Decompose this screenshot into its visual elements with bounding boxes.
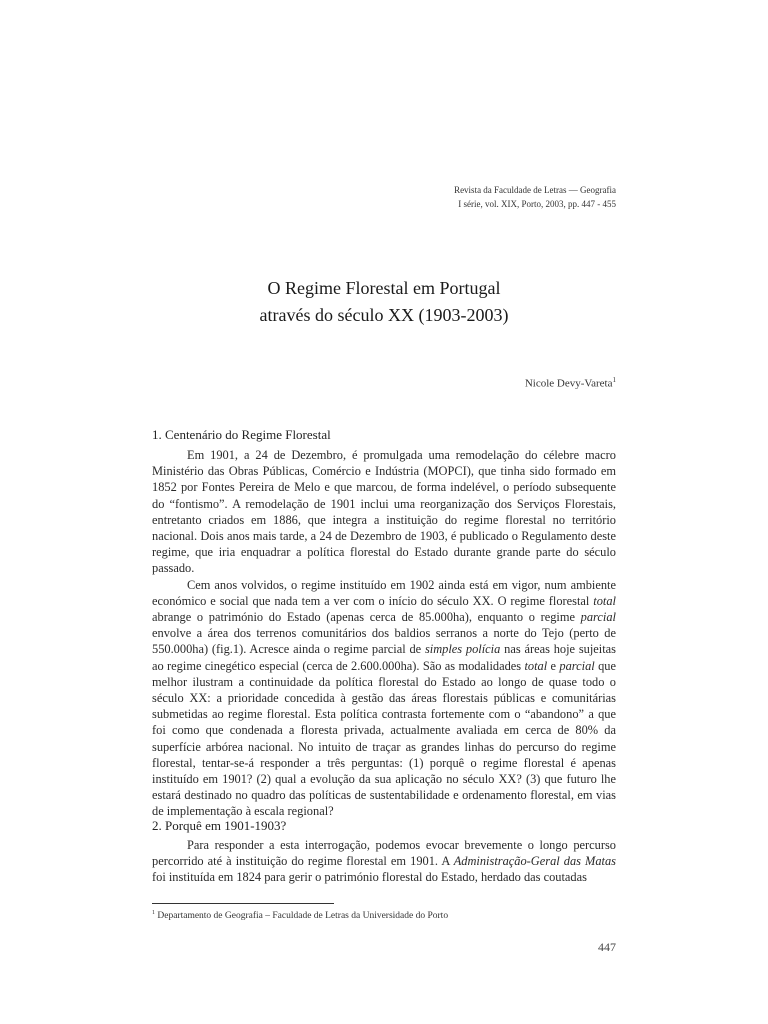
footnote <box>152 910 448 921</box>
article-title-line-1: O Regime Florestal em Portugal <box>267 278 501 298</box>
section-2-heading: 2. Porquê em 1901-1903? <box>152 818 287 833</box>
footnote-text: Departamento de Geografia – Faculdade de Letras da Universidade do Porto <box>157 911 449 922</box>
journal-header-line-2: I série, vol. XIX, Porto, 2003, pp. 447 - 455 <box>458 199 616 209</box>
section-1-paragraph-2: Cem anos volvidos, o regime instituído em 1902 ainda está em vigor, num ambiente económico e social que nada tem a ver com o início do século XX. O regime florestal total abrange o património do Estado (apenas cerca de 85.000ha), enquanto o regime parcial envolve a área dos terrenos comunitários dos baldios serranos a norte do Tejo (perto de 550.000ha) (fig.1). Acresce ainda o regime parcial de simples polícia nas áreas hoje sujeitas ao regime cinegético especial (cerca de 2.600.000ha). São as modalidades total e parcial que melhor ilustram a continuidade da política florestal do Estado ao longo de quase todo o século XX: a prioridade concedida à gestão das áreas florestais públicas e comunitárias submetidas ao regime florestal. Esta política contrasta fortemente com o “abandono” a que foi como que condenada a floresta privada, actualmente avaliada em cerca de 80% da superfície arbórea nacional. No intuito de traçar as grandes linhas do percurso do regime florestal, tentar-se-á responder a três perguntas: (1) porquê o regime florestal é apenas instituído em 1901? (2) qual a evolução da sua aplicação no século XX? (3) que futuro lhe estará destinado no quadro das políticas de sustentabilidade e ordenamento florestal, em vias de implementação à escala regional? <box>152 577 616 819</box>
journal-header <box>454 183 616 211</box>
section-2-body <box>152 837 616 886</box>
section-1-body <box>152 447 616 820</box>
article-title-line-2: através do século XX (1903-2003) <box>259 305 509 325</box>
footnote-mark: 1 <box>152 910 155 916</box>
author-name: Nicole Devy-Vareta <box>524 377 613 390</box>
section-1-paragraph-1: Em 1901, a 24 de Dezembro, é promulgada uma remodelação do célebre macro Ministério das Obras Públicas, Comércio e Indústria (MOPCI), que tinha sido formado em 1852 por Fontes Pereira de Melo e que marcou, de forma indelével, o período subsequente do “fontismo”. A remodelação de 1901 inclui uma reorganização dos Serviços Florestais, entretanto criados em 1886, que integra a instituição do regime florestal no território nacional. Dois anos mais tarde, a 24 de Dezembro de 1903, é publicado o Regulamento deste regime, que iria enquadrar a política florestal do Estado durante grande parte do século passado. <box>152 448 616 576</box>
page-number: 447 <box>598 940 616 954</box>
author <box>525 376 616 390</box>
section-2-paragraph-1: Para responder a esta interrogação, podemos evocar brevemente o longo percurso percorrido até à instituição do regime florestal em 1901. A Administração-Geral das Matas foi instituída em 1824 para gerir o património florestal do Estado, herdado das coutadas <box>152 838 616 885</box>
footnote-divider <box>152 903 334 904</box>
author-footnote-mark: 1 <box>612 376 616 384</box>
journal-header-line-1: Revista da Faculdade de Letras — Geografia <box>454 185 616 195</box>
article-title <box>0 275 768 329</box>
section-1-heading: 1. Centenário do Regime Florestal <box>152 427 331 442</box>
